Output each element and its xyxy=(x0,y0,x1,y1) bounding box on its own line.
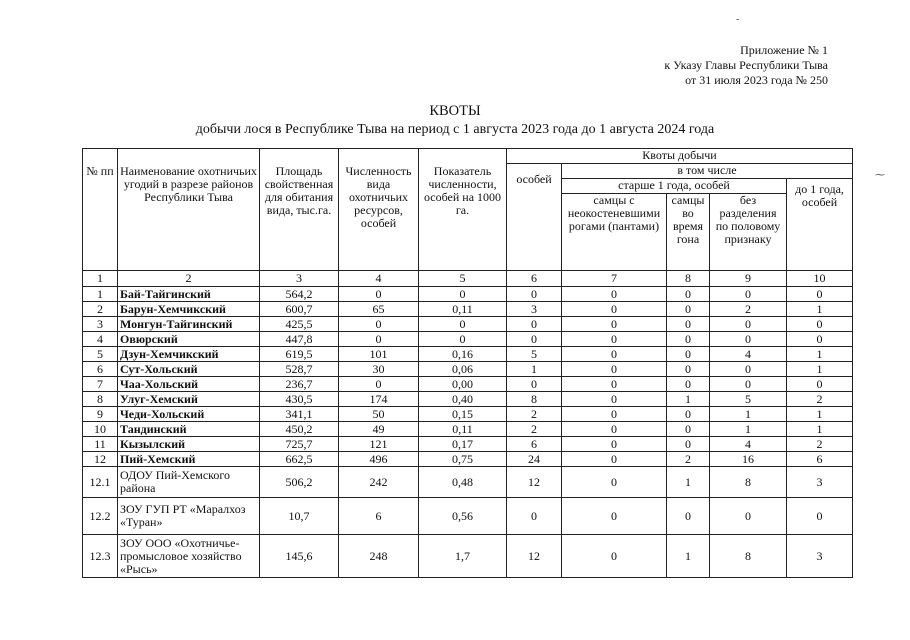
header-indicator: Показатель численности, особей на 1000 га. xyxy=(419,149,507,271)
males-antlers-value: 0 xyxy=(562,535,667,578)
total-quota: 2 xyxy=(507,407,562,422)
column-number: 7 xyxy=(562,271,667,287)
under1-value: 3 xyxy=(787,467,853,498)
row-number: 7 xyxy=(83,377,118,392)
indicator-value: 0 xyxy=(419,332,507,347)
indicator-value: 0,17 xyxy=(419,437,507,452)
document-title: КВОТЫ xyxy=(429,103,481,119)
district-name: Улуг-Хемский xyxy=(118,392,260,407)
area-value: 662,5 xyxy=(260,452,339,467)
appendix-block xyxy=(664,43,828,88)
under1-value: 0 xyxy=(787,287,853,302)
no-sex-value: 1 xyxy=(710,422,787,437)
males-antlers-value: 0 xyxy=(562,437,667,452)
area-value: 10,7 xyxy=(260,498,339,535)
count-value: 6 xyxy=(339,498,419,535)
males-rut-value: 1 xyxy=(667,467,710,498)
header-quotas: Квоты добычи xyxy=(507,149,853,164)
under1-value: 0 xyxy=(787,498,853,535)
no-sex-value: 1 xyxy=(710,407,787,422)
table-row xyxy=(83,498,853,535)
table-row xyxy=(83,452,853,467)
header-older: старше 1 года, особей xyxy=(562,179,787,194)
indicator-value: 0 xyxy=(419,287,507,302)
area-value: 450,2 xyxy=(260,422,339,437)
under1-value: 2 xyxy=(787,437,853,452)
table-row xyxy=(83,317,853,332)
table-row xyxy=(83,302,853,317)
under1-value: 1 xyxy=(787,422,853,437)
district-name: Чеди-Хольский xyxy=(118,407,260,422)
column-number: 4 xyxy=(339,271,419,287)
column-number: 3 xyxy=(260,271,339,287)
row-number: 4 xyxy=(83,332,118,347)
no-sex-value: 4 xyxy=(710,347,787,362)
scan-mark: - xyxy=(736,14,740,25)
quota-table-body xyxy=(83,271,853,578)
males-antlers-value: 0 xyxy=(562,392,667,407)
males-antlers-value: 0 xyxy=(562,452,667,467)
no-sex-value: 0 xyxy=(710,498,787,535)
district-name: ЗОУ ООО «Охотничье-промысловое хозяйство «Рысь» xyxy=(118,535,260,578)
total-quota: 0 xyxy=(507,287,562,302)
males-rut-value: 0 xyxy=(667,302,710,317)
no-sex-value: 2 xyxy=(710,302,787,317)
males-rut-value: 2 xyxy=(667,452,710,467)
no-sex-value: 0 xyxy=(710,287,787,302)
row-number: 10 xyxy=(83,422,118,437)
under1-value: 1 xyxy=(787,407,853,422)
district-name: Пий-Хемский xyxy=(118,452,260,467)
males-antlers-value: 0 xyxy=(562,287,667,302)
total-quota: 0 xyxy=(507,498,562,535)
header-under1: до 1 года, особей xyxy=(787,179,853,271)
no-sex-value: 8 xyxy=(710,535,787,578)
row-number: 8 xyxy=(83,392,118,407)
indicator-value: 0,75 xyxy=(419,452,507,467)
under1-value: 3 xyxy=(787,535,853,578)
total-quota: 5 xyxy=(507,347,562,362)
no-sex-value: 0 xyxy=(710,377,787,392)
males-rut-value: 0 xyxy=(667,347,710,362)
district-name: Сут-Хольский xyxy=(118,362,260,377)
row-number: 12 xyxy=(83,452,118,467)
table-row xyxy=(83,467,853,498)
table-row xyxy=(83,377,853,392)
column-number: 10 xyxy=(787,271,853,287)
header-area: Площадь свойственная для обитания вида, тыс.га. xyxy=(260,149,339,271)
count-value: 242 xyxy=(339,467,419,498)
no-sex-value: 0 xyxy=(710,362,787,377)
area-value: 725,7 xyxy=(260,437,339,452)
column-number: 8 xyxy=(667,271,710,287)
count-value: 496 xyxy=(339,452,419,467)
header-males-rut: самцы во время гона xyxy=(667,194,710,271)
header-males-antlers: самцы с неокостеневшими рогами (пантами) xyxy=(562,194,667,271)
area-value: 564,2 xyxy=(260,287,339,302)
quota-table xyxy=(82,148,853,578)
district-name: Чаа-Хольский xyxy=(118,377,260,392)
district-name: Бай-Тайгинский xyxy=(118,287,260,302)
no-sex-value: 5 xyxy=(710,392,787,407)
scan-mark: ⁓ xyxy=(875,170,885,181)
males-rut-value: 1 xyxy=(667,392,710,407)
total-quota: 0 xyxy=(507,317,562,332)
document-subtitle: добычи лося в Республике Тыва на период с 1 августа 2023 года до 1 августа 2024 года xyxy=(195,122,715,137)
district-name: Монгун-Тайгинский xyxy=(118,317,260,332)
indicator-value: 0,16 xyxy=(419,347,507,362)
table-row xyxy=(83,422,853,437)
count-value: 0 xyxy=(339,287,419,302)
males-antlers-value: 0 xyxy=(562,407,667,422)
area-value: 341,1 xyxy=(260,407,339,422)
header-no-sex: без разделения по половому признаку xyxy=(710,194,787,271)
total-quota: 6 xyxy=(507,437,562,452)
males-rut-value: 0 xyxy=(667,362,710,377)
count-value: 49 xyxy=(339,422,419,437)
males-rut-value: 0 xyxy=(667,317,710,332)
row-number: 3 xyxy=(83,317,118,332)
under1-value: 0 xyxy=(787,377,853,392)
table-row xyxy=(83,287,853,302)
no-sex-value: 16 xyxy=(710,452,787,467)
district-name: ЗОУ ГУП РТ «Маралхоз «Туран» xyxy=(118,498,260,535)
males-antlers-value: 0 xyxy=(562,498,667,535)
no-sex-value: 8 xyxy=(710,467,787,498)
district-name: Барун-Хемчикский xyxy=(118,302,260,317)
indicator-value: 0,56 xyxy=(419,498,507,535)
table-row xyxy=(83,392,853,407)
row-number: 12.1 xyxy=(83,467,118,498)
area-value: 145,6 xyxy=(260,535,339,578)
count-value: 65 xyxy=(339,302,419,317)
header-count: Численность вида охотничьих ресурсов, особей xyxy=(339,149,419,271)
header-name: Наименование охотничьих угодий в разрезе районов Республики Тыва xyxy=(118,149,260,271)
column-number-row xyxy=(83,271,853,287)
count-value: 30 xyxy=(339,362,419,377)
total-quota: 8 xyxy=(507,392,562,407)
total-quota: 12 xyxy=(507,467,562,498)
males-rut-value: 0 xyxy=(667,437,710,452)
column-number: 2 xyxy=(118,271,260,287)
row-number: 6 xyxy=(83,362,118,377)
total-quota: 1 xyxy=(507,362,562,377)
area-value: 430,5 xyxy=(260,392,339,407)
males-antlers-value: 0 xyxy=(562,467,667,498)
table-row xyxy=(83,535,853,578)
under1-value: 1 xyxy=(787,302,853,317)
males-antlers-value: 0 xyxy=(562,422,667,437)
area-value: 528,7 xyxy=(260,362,339,377)
count-value: 174 xyxy=(339,392,419,407)
under1-value: 0 xyxy=(787,332,853,347)
under1-value: 0 xyxy=(787,317,853,332)
row-number: 2 xyxy=(83,302,118,317)
row-number: 5 xyxy=(83,347,118,362)
row-number: 12.3 xyxy=(83,535,118,578)
count-value: 50 xyxy=(339,407,419,422)
header-including: в том числе xyxy=(562,164,853,179)
under1-value: 2 xyxy=(787,392,853,407)
indicator-value: 1,7 xyxy=(419,535,507,578)
table-row xyxy=(83,437,853,452)
column-number: 5 xyxy=(419,271,507,287)
males-rut-value: 0 xyxy=(667,407,710,422)
no-sex-value: 4 xyxy=(710,437,787,452)
count-value: 0 xyxy=(339,377,419,392)
row-number: 11 xyxy=(83,437,118,452)
count-value: 0 xyxy=(339,317,419,332)
row-number: 1 xyxy=(83,287,118,302)
area-value: 506,2 xyxy=(260,467,339,498)
column-number: 9 xyxy=(710,271,787,287)
under1-value: 1 xyxy=(787,362,853,377)
males-rut-value: 0 xyxy=(667,422,710,437)
table-row xyxy=(83,332,853,347)
appendix-line-3: от 31 июля 2023 года № 250 xyxy=(685,73,828,87)
total-quota: 2 xyxy=(507,422,562,437)
males-rut-value: 0 xyxy=(667,332,710,347)
indicator-value: 0,00 xyxy=(419,377,507,392)
under1-value: 1 xyxy=(787,347,853,362)
area-value: 600,7 xyxy=(260,302,339,317)
column-number: 6 xyxy=(507,271,562,287)
table-row xyxy=(83,407,853,422)
table-row xyxy=(83,347,853,362)
count-value: 121 xyxy=(339,437,419,452)
district-name: Кызылский xyxy=(118,437,260,452)
males-antlers-value: 0 xyxy=(562,377,667,392)
district-name: Овюрский xyxy=(118,332,260,347)
under1-value: 6 xyxy=(787,452,853,467)
appendix-line-2: к Указу Главы Республики Тыва xyxy=(664,58,828,72)
males-rut-value: 1 xyxy=(667,535,710,578)
area-value: 236,7 xyxy=(260,377,339,392)
area-value: 447,8 xyxy=(260,332,339,347)
district-name: ОДОУ Пий-Хемского района xyxy=(118,467,260,498)
total-quota: 0 xyxy=(507,332,562,347)
males-rut-value: 0 xyxy=(667,498,710,535)
indicator-value: 0,40 xyxy=(419,392,507,407)
males-antlers-value: 0 xyxy=(562,347,667,362)
count-value: 101 xyxy=(339,347,419,362)
total-quota: 24 xyxy=(507,452,562,467)
males-rut-value: 0 xyxy=(667,377,710,392)
column-number: 1 xyxy=(83,271,118,287)
indicator-value: 0,11 xyxy=(419,302,507,317)
count-value: 248 xyxy=(339,535,419,578)
area-value: 619,5 xyxy=(260,347,339,362)
area-value: 425,5 xyxy=(260,317,339,332)
males-antlers-value: 0 xyxy=(562,317,667,332)
total-quota: 0 xyxy=(507,377,562,392)
males-antlers-value: 0 xyxy=(562,362,667,377)
count-value: 0 xyxy=(339,332,419,347)
header-total: особей xyxy=(507,164,562,271)
males-antlers-value: 0 xyxy=(562,332,667,347)
row-number: 9 xyxy=(83,407,118,422)
header-num: № пп xyxy=(83,149,118,271)
indicator-value: 0,11 xyxy=(419,422,507,437)
appendix-line-1: Приложение № 1 xyxy=(740,43,828,57)
indicator-value: 0 xyxy=(419,317,507,332)
indicator-value: 0,15 xyxy=(419,407,507,422)
males-antlers-value: 0 xyxy=(562,302,667,317)
no-sex-value: 0 xyxy=(710,332,787,347)
district-name: Дзун-Хемчикский xyxy=(118,347,260,362)
indicator-value: 0,48 xyxy=(419,467,507,498)
indicator-value: 0,06 xyxy=(419,362,507,377)
district-name: Тандинский xyxy=(118,422,260,437)
total-quota: 12 xyxy=(507,535,562,578)
total-quota: 3 xyxy=(507,302,562,317)
row-number: 12.2 xyxy=(83,498,118,535)
table-row xyxy=(83,362,853,377)
males-rut-value: 0 xyxy=(667,287,710,302)
no-sex-value: 0 xyxy=(710,317,787,332)
